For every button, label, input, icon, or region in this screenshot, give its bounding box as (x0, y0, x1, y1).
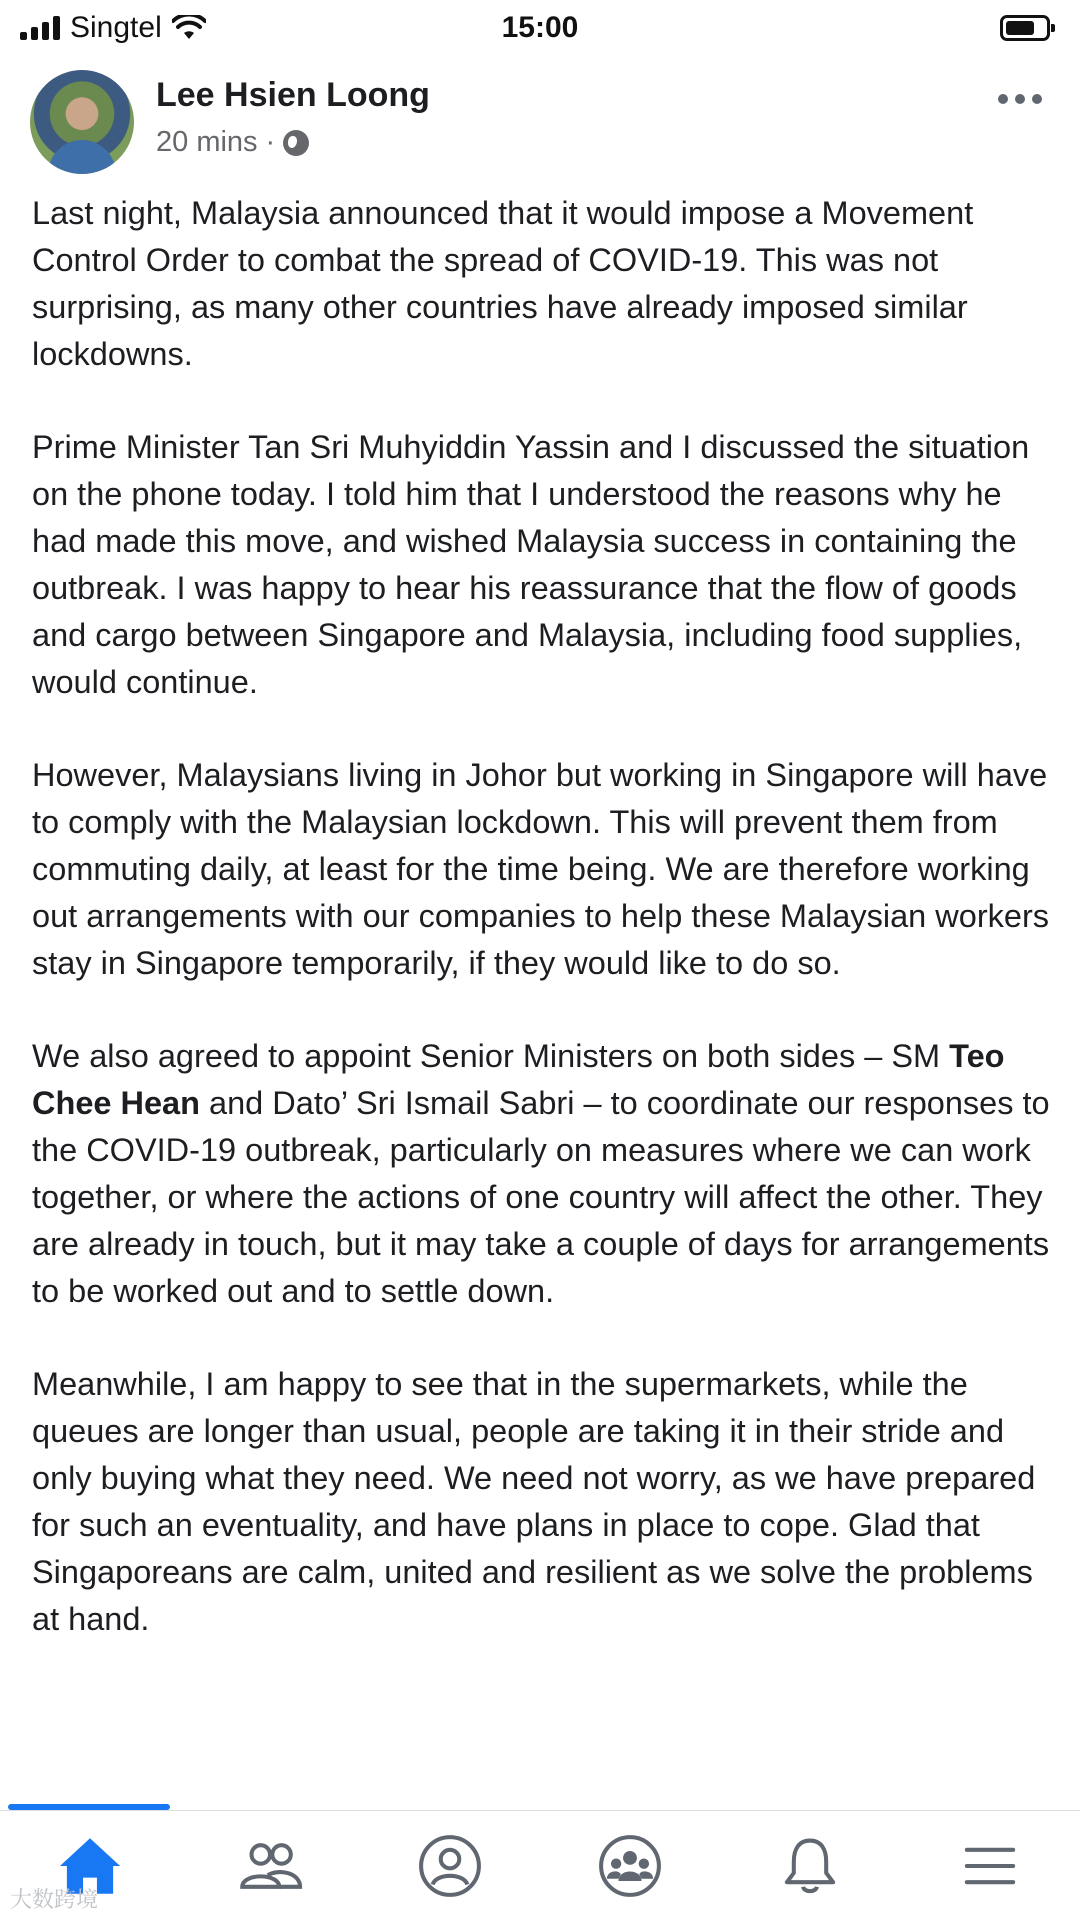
status-bar (0, 0, 1080, 56)
author-name[interactable]: Lee Hsien Loong (156, 76, 430, 114)
meta-separator: · (265, 126, 276, 158)
nav-groups[interactable] (540, 1811, 720, 1920)
avatar[interactable] (30, 70, 134, 174)
profile-icon (413, 1829, 487, 1903)
nav-profile[interactable] (360, 1811, 540, 1920)
post-paragraph: Meanwhile, I am happy to see that in the supermarkets, while the queues are longer than usual, people are taking it in their stride and only buying what they need. We need not worry, as we have prepared for such an eventuality, and have plans in place to cope. Glad that Singaporeans are calm, united and resilient as we solve the problems at hand. (32, 1366, 1036, 1637)
carrier-label: Singtel (70, 11, 162, 44)
post-paragraph: However, Malaysians living in Johor but working in Singapore will have to comply with the Malaysian lockdown. This will prevent them from commuting daily, at least for the time being. We are therefore working out arrangements with our companies to help these Malaysian workers stay in Singapore temporarily, if they would like to do so. (32, 757, 1050, 981)
wifi-icon (172, 15, 206, 41)
nav-menu[interactable] (900, 1811, 1080, 1920)
more-options-icon[interactable] (998, 94, 1042, 104)
post-time[interactable]: 20 mins (156, 126, 258, 158)
signal-icon (20, 16, 60, 40)
globe-icon (283, 130, 309, 156)
friends-icon (233, 1829, 307, 1903)
bottom-nav (0, 1811, 1080, 1920)
post-meta (156, 126, 309, 159)
clock: 15:00 (501, 11, 579, 44)
menu-icon (953, 1829, 1027, 1903)
post-header (30, 70, 1050, 180)
nav-friends[interactable] (180, 1811, 360, 1920)
post-paragraph (32, 1033, 1052, 1315)
post-paragraph: Prime Minister Tan Sri Muhyiddin Yassin and I discussed the situation on the phone today. I told him that I understood the reasons why he had made this move, and wished Malaysia success in containing the outbreak. I was happy to hear his reassurance that the flow of goods and cargo between Singapore and Malaysia, including food supplies, would continue. (32, 429, 1030, 700)
post-text (32, 190, 1052, 1643)
content-cutoff (0, 1774, 1080, 1794)
watermark: 大数跨境 (10, 1888, 99, 1913)
post-text-segment: We also agreed to appoint Senior Ministers on both sides – SM (32, 1038, 950, 1074)
bell-icon (773, 1829, 847, 1903)
post-paragraph: Last night, Malaysia announced that it would impose a Movement Control Order to combat the spread of COVID-19. This was not surprising, as many other countries have already imposed similar lockdowns. (32, 195, 974, 372)
nav-notifications[interactable] (720, 1811, 900, 1920)
groups-icon (593, 1829, 667, 1903)
battery-icon (1000, 15, 1050, 41)
post-text-segment: and Dato’ Sri Ismail Sabri – to coordinate our responses to the COVID-19 outbreak, particularly on measures where we can work together, or where the actions of one country will affect the other. They are already in touch, but it may take a couple of days for arrangements to be worked out and to settle down. (32, 1085, 1050, 1309)
tagged-name[interactable]: Teo Chee Hean (32, 1038, 1005, 1121)
